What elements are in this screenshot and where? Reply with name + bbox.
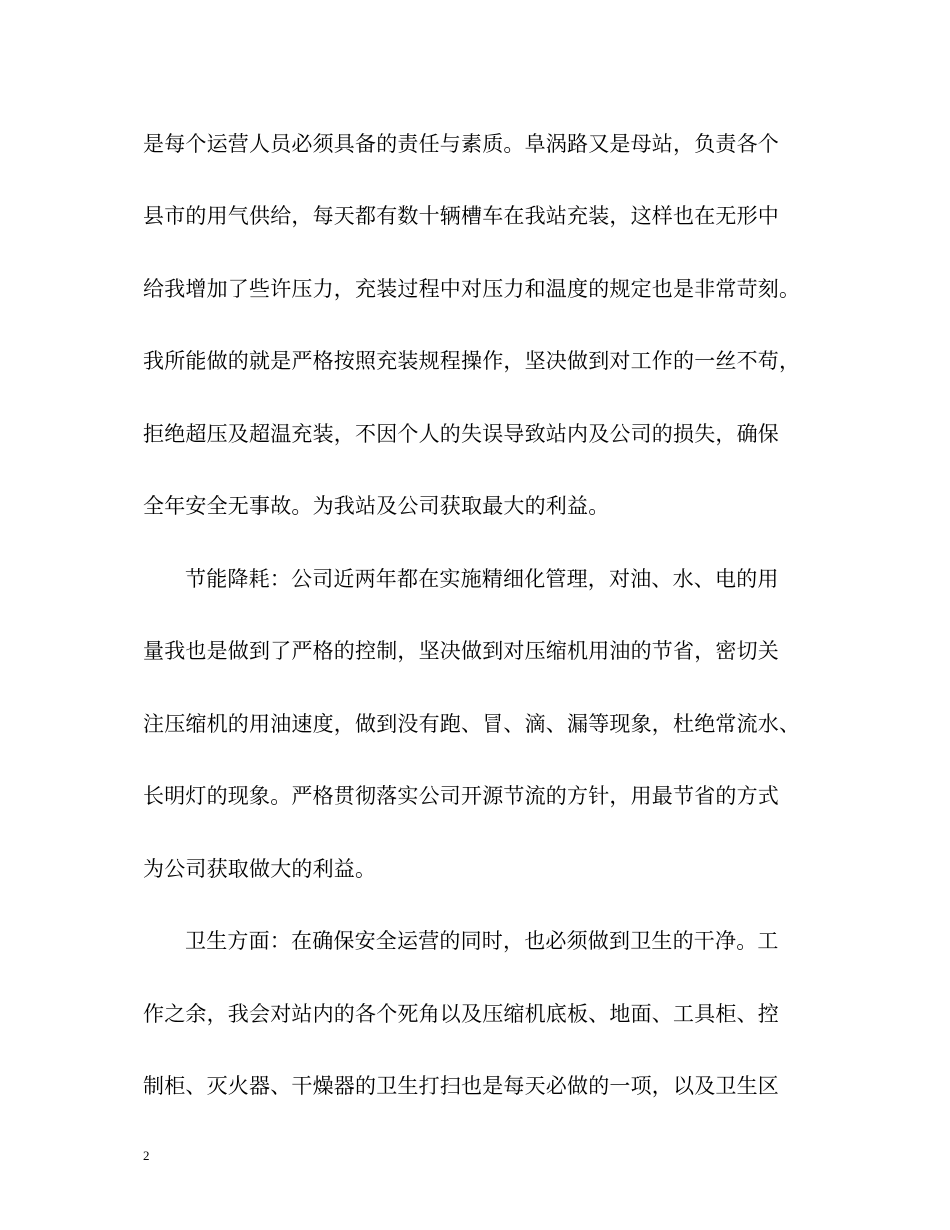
paragraph-line: 长明灯的现象。严格贯彻落实公司开源节流的方针，用最节省的方式 bbox=[143, 784, 779, 808]
paragraph-line: 给我增加了些许压力，充装过程中对压力和温度的规定也是非常苛刻。 bbox=[143, 277, 801, 301]
paragraph-line: 节能降耗：公司近两年都在实施精细化管理，对油、水、电的用 bbox=[185, 567, 779, 591]
paragraph-line: 拒绝超压及超温充装，不因个人的失误导致站内及公司的损失，确保 bbox=[143, 422, 779, 446]
paragraph-line: 我所能做的就是严格按照充装规程操作，坚决做到对工作的一丝不苟， bbox=[143, 349, 801, 373]
paragraph-line: 作之余，我会对站内的各个死角以及压缩机底板、地面、工具柜、控 bbox=[143, 1002, 779, 1026]
paragraph-line: 全年安全无事故。为我站及公司获取最大的利益。 bbox=[143, 494, 610, 518]
paragraph-line: 注压缩机的用油速度，做到没有跑、冒、滴、漏等现象，杜绝常流水、 bbox=[143, 712, 801, 736]
paragraph-line: 制柜、灭火器、干燥器的卫生打扫也是每天必做的一项，以及卫生区 bbox=[143, 1074, 779, 1098]
paragraph-line: 卫生方面：在确保安全运营的同时，也必须做到卫生的干净。工 bbox=[185, 929, 779, 953]
paragraph-line: 为公司获取做大的利益。 bbox=[143, 857, 377, 881]
paragraph-line: 是每个运营人员必须具备的责任与素质。阜涡路又是母站，负责各个 bbox=[143, 132, 779, 156]
paragraph-line: 量我也是做到了严格的控制，坚决做到对压缩机用油的节省，密切关 bbox=[143, 639, 779, 663]
page-number: 2 bbox=[143, 1148, 150, 1163]
paragraph-line: 县市的用气供给，每天都有数十辆槽车在我站充装，这样也在无形中 bbox=[143, 204, 779, 228]
